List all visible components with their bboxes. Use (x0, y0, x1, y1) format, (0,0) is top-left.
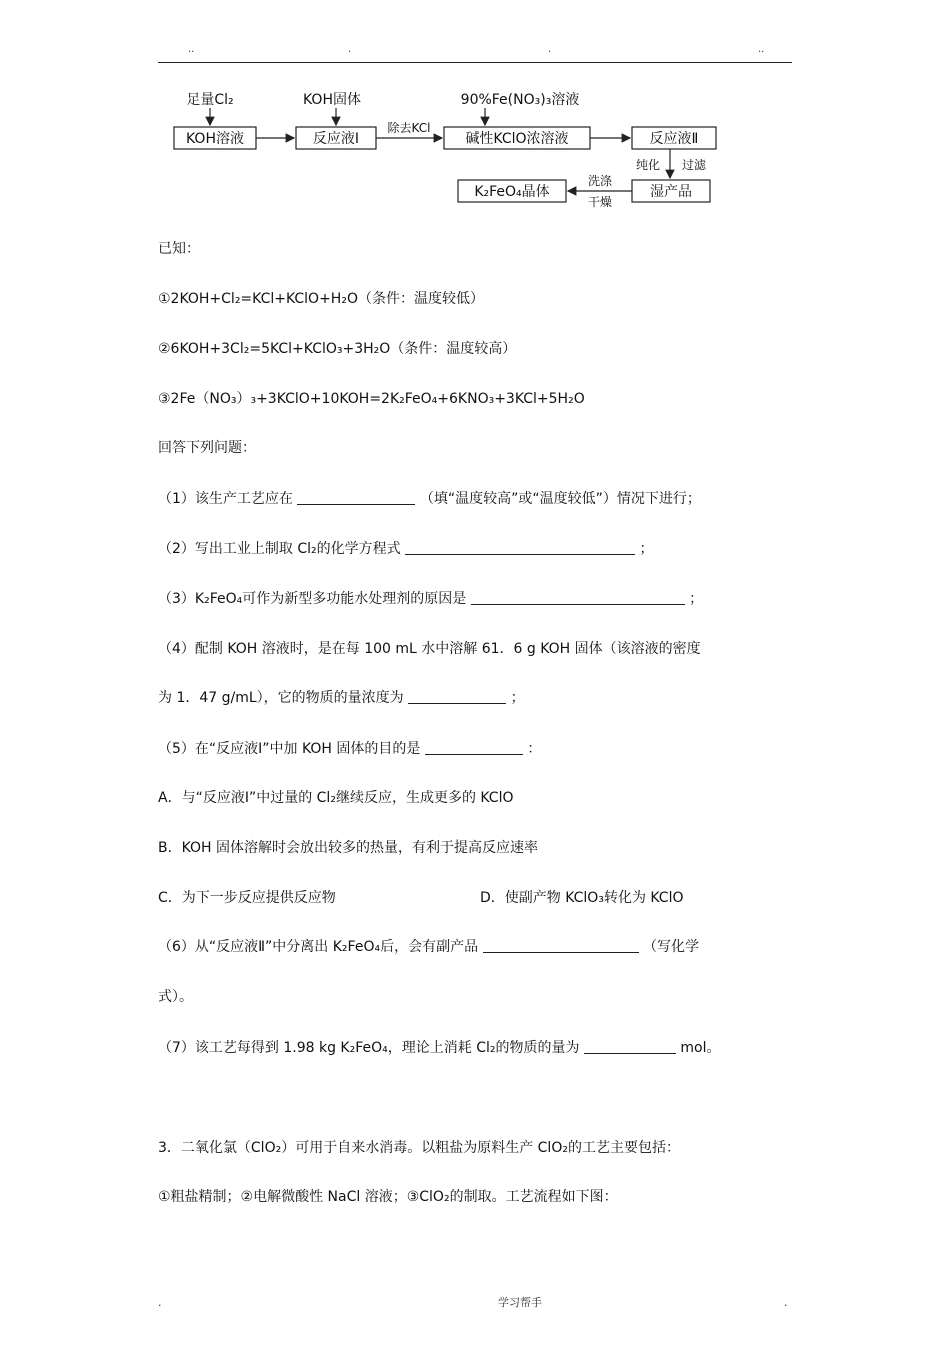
question-4-line-1: （4）配制 KOH 溶液时，是在每 100 mL 水中溶解 61．6 g KOH 固体（该溶液的密度 (158, 641, 701, 657)
question-7-blank[interactable] (584, 1039, 676, 1054)
flow-arrow-remove-kcl: 除去KCl (387, 121, 431, 135)
footer-right-dot: . (784, 1296, 788, 1309)
header-dot-1: .. (188, 44, 195, 55)
known-label: 已知： (158, 241, 200, 257)
flow-dry: 干燥 (587, 195, 613, 209)
flow-wash: 洗涤 (587, 174, 613, 188)
question-6-suffix: （写化学 (642, 939, 699, 955)
question-6-prompt: （6）从“反应液Ⅱ”中分离出 K₂FeO₄后，会有副产品 (158, 939, 479, 955)
footer-text: 学习帮手 (498, 1296, 542, 1309)
question-3 (158, 590, 703, 608)
flow-input-cl2: 足量Cl₂ (186, 92, 234, 108)
known-equation-1: ①2KOH+Cl₂=KCl+KClO+H₂O（条件：温度较低） (158, 291, 484, 307)
question-2-prompt: （2）写出工业上制取 Cl₂的化学方程式 (158, 541, 401, 557)
question-7-suffix: mol。 (680, 1040, 721, 1056)
question-2-suffix: ； (639, 541, 654, 557)
header-dot-3: . (548, 44, 552, 55)
question-5-option-d: D．使副产物 KClO₃转化为 KClO (480, 890, 684, 906)
problem-3-line-1: 3．二氧化氯（ClO₂）可用于自来水消毒。以粗盐为原料生产 ClO₂的工艺主要包括： (158, 1140, 680, 1156)
question-5-option-b: B．KOH 固体溶解时会放出较多的热量，有利于提高反应速率 (158, 840, 539, 856)
question-2 (158, 540, 654, 558)
question-1-prompt: （1）该生产工艺应在 (158, 491, 293, 507)
header-dot-4: .. (758, 44, 765, 55)
question-6-line-2: 式）。 (158, 989, 193, 1005)
known-equation-2: ②6KOH+3Cl₂=5KCl+KClO₃+3H₂O（条件：温度较高） (158, 341, 517, 357)
flow-label-box4: 反应液Ⅱ (649, 131, 699, 147)
question-4-suffix: ； (510, 690, 525, 706)
question-7 (158, 1039, 720, 1057)
question-4-blank[interactable] (408, 689, 506, 704)
question-3-suffix: ； (689, 591, 704, 607)
question-5-option-a: A．与“反应液Ⅰ”中过量的 Cl₂继续反应，生成更多的 KClO (158, 790, 514, 806)
question-5-option-c: C．为下一步反应提供反应物 (158, 890, 336, 906)
flow-label-box5: 湿产品 (650, 184, 692, 200)
question-2-blank[interactable] (405, 540, 635, 555)
question-5-blank[interactable] (425, 740, 523, 755)
question-1-suffix: （填“温度较高”或“温度较低”）情况下进行； (419, 491, 701, 507)
header-dot-2: . (348, 44, 352, 55)
question-1-blank[interactable] (297, 490, 415, 505)
flow-label-box1: KOH溶液 (186, 131, 244, 147)
process-flow-diagram (160, 82, 740, 210)
question-4-prompt: 为 1．47 g/mL），它的物质的量浓度为 (158, 690, 404, 706)
question-3-blank[interactable] (471, 590, 685, 605)
problem-3-line-2: ①粗盐精制；②电解微酸性 NaCl 溶液；③ClO₂的制取。工艺流程如下图： (158, 1189, 618, 1205)
question-1 (158, 490, 701, 508)
question-3-prompt: （3）K₂FeO₄可作为新型多功能水处理剂的原因是 (158, 591, 467, 607)
question-5-prompt: （5）在“反应液Ⅰ”中加 KOH 固体的目的是 (158, 741, 421, 757)
flow-side-purify: 纯化 (635, 158, 661, 172)
header-rule (158, 62, 792, 63)
answer-intro: 回答下列问题： (158, 440, 256, 456)
flow-label-box2: 反应液Ⅰ (312, 131, 360, 147)
flow-input-koh-solid: KOH固体 (303, 92, 361, 108)
question-6-blank[interactable] (483, 938, 639, 953)
question-5 (158, 740, 541, 758)
known-equation-3: ③2Fe（NO₃）₃+3KClO+10KOH=2K₂FeO₄+6KNO₃+3KCl+5H₂O (158, 391, 585, 407)
question-4-line-2 (158, 689, 525, 707)
question-6 (158, 938, 699, 956)
footer-left-dot: . (158, 1296, 162, 1309)
question-7-prompt: （7）该工艺每得到 1.98 kg K₂FeO₄，理论上消耗 Cl₂的物质的量为 (158, 1040, 580, 1056)
flow-input-fe-nitrate: 90%Fe(NO₃)₃溶液 (460, 92, 580, 108)
flow-label-box3: 碱性KClO浓溶液 (465, 131, 569, 147)
question-5-suffix: ： (527, 741, 542, 757)
flow-side-filter: 过滤 (681, 158, 707, 172)
flow-label-box6: K₂FeO₄晶体 (474, 184, 550, 200)
